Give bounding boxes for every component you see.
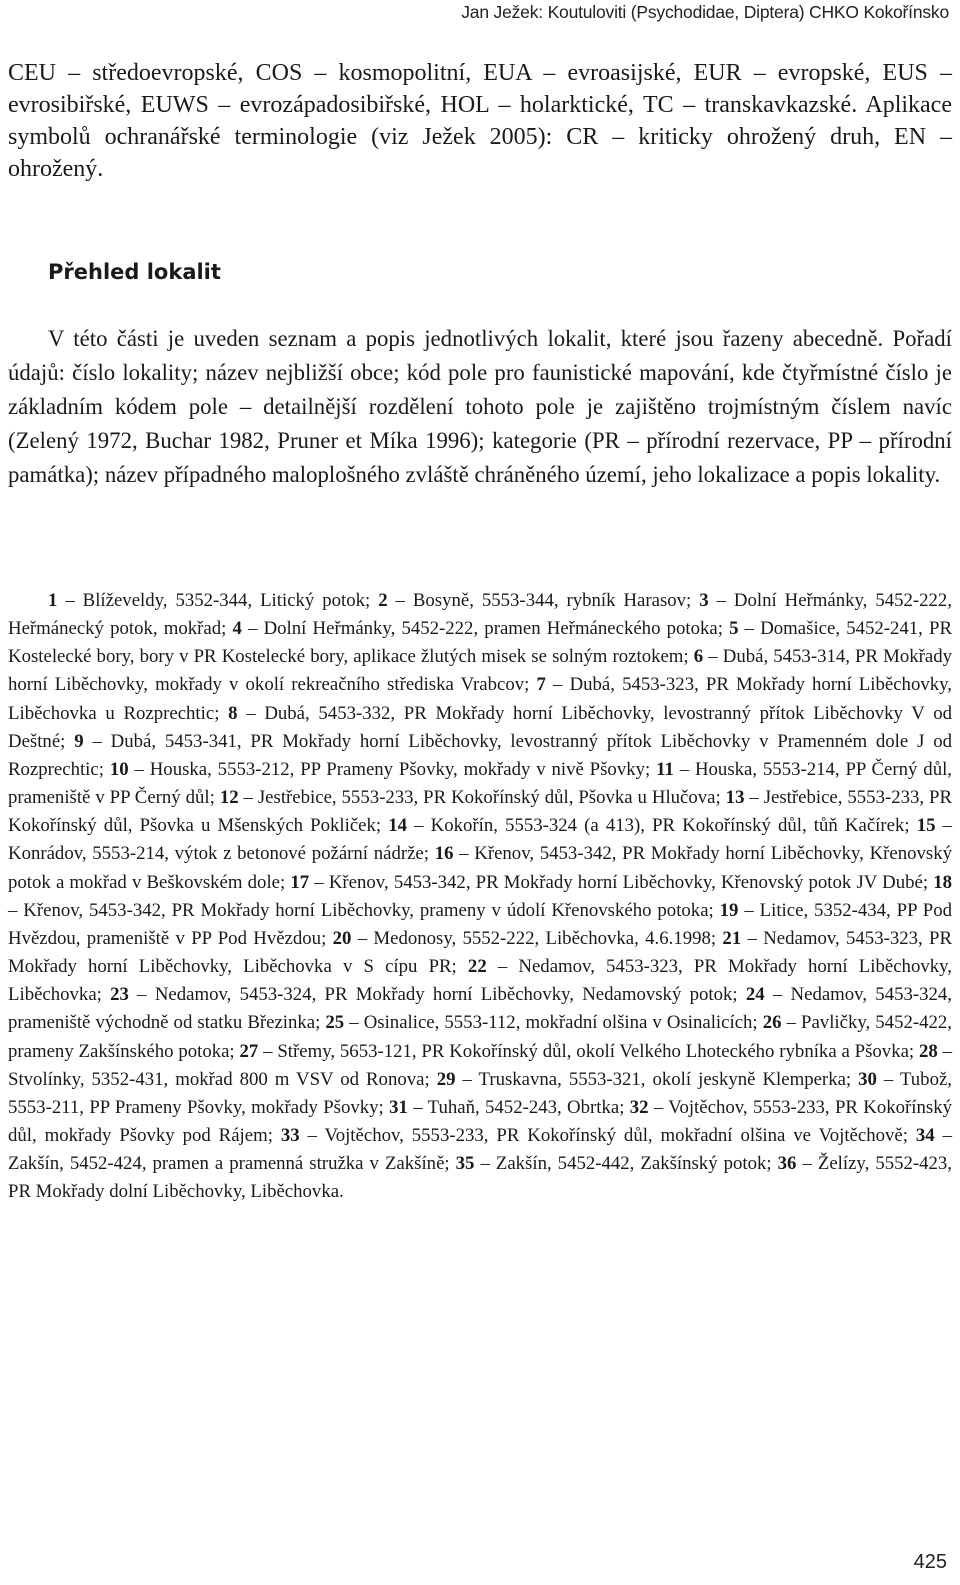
site-number: 34 [915, 1124, 935, 1146]
site-number: 36 [777, 1153, 797, 1175]
site-description: – Osinalice, 5553-112, mokřadní olšina v Osinalicích; [344, 1012, 763, 1034]
site-number: 12 [219, 787, 239, 809]
site-number: 2 [378, 590, 388, 611]
site-description: – Blíževeldy, 5352-344, Litický potok; [57, 590, 379, 611]
site-description: – Jestřebice, 5553-233, PR Kokořínský důl, Pšovka u Mšenských Pokliček; [8, 787, 952, 837]
site-description: – Křenov, 5453-342, PR Mokřady horní Liběchovky, Křenovský potok JV Dubé; [309, 871, 934, 893]
site-description: – Nedamov, 5453-324, PR Mokřady horní Liběchovky, Nedamovský potok; [128, 984, 746, 1006]
site-number: 28 [918, 1040, 938, 1062]
site-description: – Tuhaň, 5452-243, Obrtka; [407, 1096, 630, 1118]
site-number: 21 [722, 927, 742, 949]
site-description: – Dolní Heřmánky, 5452-222, Heřmánecký potok, mokřad; [8, 590, 953, 640]
site-description: – Domašice, 5452-241, PR Kostelecké bory, bory v PR Kostelecké bory, aplikace žlutých misek se solným roztokem; [8, 618, 953, 668]
site-description: – Nedamov, 5453-324, prameniště východně od statku Březinka; [8, 984, 952, 1034]
site-description: – Křenov, 5453-342, PR Mokřady horní Liběchovky, prameny v údolí Křenovského potoka; [8, 899, 720, 921]
site-number: 23 [110, 984, 129, 1006]
site-number: 33 [280, 1124, 300, 1146]
site-number: 9 [74, 730, 84, 752]
abbreviations-paragraph: CEU – středoevropské, COS – kosmopolitní, EUA – evroasijské, EUR – evropské, EUS – evrosibiřské, EUWS – evrozápadosibiřské, HOL – holarktické, TC – transkavkazské. Aplikace symbolů ochranářské terminologie (viz Ježek 2005): CR – kriticky ohrožený druh, EN – ohrožený. [8, 60, 952, 182]
intro-paragraph [8, 322, 952, 492]
site-description: – Nedamov, 5453-323, PR Mokřady horní Liběchovky, Liběchovka; [8, 956, 952, 1006]
site-description: – Dubá, 5453-332, PR Mokřady horní Liběchovky, levostranný přítok Liběchovky V od Deštné; [8, 702, 952, 752]
site-number: 14 [388, 815, 408, 837]
site-description: – Dubá, 5453-341, PR Mokřady horní Liběchovky, levostranný přítok Liběchovky v Pramenném dole J od Rozprechtic; [8, 730, 952, 780]
site-number: 4 [232, 618, 242, 640]
site-description: – Zakšín, 5452-424, pramen a pramenná stružka v Zakšíně; [8, 1124, 952, 1175]
site-number: 17 [290, 871, 310, 893]
site-number: 29 [436, 1068, 456, 1090]
site-description: – Houska, 5553-212, PP Prameny Pšovky, mokřady v nivě Pšovky; [128, 758, 657, 780]
site-number: 15 [916, 815, 936, 837]
site-description: – Křenov, 5453-342, PR Mokřady horní Liběchovky, Křenovský potok a mokřad v Beškovském dole; [8, 843, 952, 893]
site-number: 19 [719, 899, 739, 921]
site-description: – Litice, 5352-434, PP Pod Hvězdou, prameniště v PP Pod Hvězdou; [8, 899, 952, 949]
site-number: 35 [455, 1153, 475, 1175]
site-number: 10 [109, 758, 129, 780]
site-description: – Stvolínky, 5352-431, mokřad 800 m VSV od Ronova; [8, 1040, 952, 1090]
section-heading: Přehled lokalit [48, 260, 221, 284]
site-number: 13 [725, 787, 745, 809]
site-description: – Zakšín, 5452-442, Zakšínský potok; [474, 1153, 778, 1175]
site-number: 6 [693, 646, 704, 668]
page-number: 425 [913, 1551, 947, 1573]
site-number: 26 [762, 1012, 782, 1034]
intro-text: V této části je uveden seznam a popis jednotlivých lokalit, které jsou řazeny abecedně. Pořadí údajů: číslo lokality; název nejbližší obce; kód pole pro faunistické mapování, kde čtyřmístné číslo je základním kódem pole – detailnější rozdělení tohoto pole je zajištěno trojmístným číslem navíc (Zelený 1972, Buchar 1982, Pruner et Míka 1996); kategorie (PR – přírodní rezervace, PP – přírodní památka); název případného maloplošného zvláště chráněného území, jeho lokalizace a popis lokality. [8, 326, 952, 487]
site-number: 25 [325, 1012, 345, 1034]
site-description: – Kokořín, 5553-324 (a 413), PR Kokořínský důl, tůň Kačírek; [407, 815, 917, 837]
site-description: – Tubož, 5553-211, PP Prameny Pšovky, mokřady Pšovky; [8, 1068, 952, 1118]
site-number: 16 [434, 843, 454, 865]
site-number: 22 [467, 956, 487, 978]
site-number: 32 [629, 1096, 649, 1118]
site-description: – Želízy, 5552-423, PR Mokřady dolní Liběchovky, Liběchovka. [8, 1153, 952, 1203]
site-description: – Pavličky, 5452-422, prameny Zakšínského potoka; [8, 1012, 952, 1062]
site-number: 5 [729, 618, 739, 640]
site-description: – Dolní Heřmánky, 5452-222, pramen Heřmáneckého potoka; [241, 618, 730, 640]
site-list [8, 587, 952, 1206]
site-description: – Vojtěchov, 5553-233, PR Kokořínský důl, mokřady Pšovky pod Rájem; [8, 1096, 952, 1146]
site-description: – Konrádov, 5553-214, výtok z betonové požární nádrže; [8, 815, 952, 865]
site-description: – Bosyně, 5553-344, rybník Harasov; [387, 590, 700, 611]
site-description: – Truskavna, 5553-321, okolí jeskyně Klemperka; [455, 1068, 859, 1090]
site-number: 20 [332, 927, 352, 949]
site-description: – Střemy, 5653-121, PR Kokořínský důl, okolí Velkého Lhoteckého rybníka a Pšovka; [258, 1040, 919, 1062]
site-number: 7 [536, 674, 546, 696]
site-number: 3 [699, 590, 709, 611]
site-number: 24 [745, 984, 765, 1006]
site-description: – Medonosy, 5552-222, Liběchovka, 4.6.1998; [351, 927, 723, 949]
site-description: – Dubá, 5453-314, PR Mokřady horní Liběchovky, mokřady v okolí rekreačního střediska Vrabcov; [8, 646, 952, 696]
site-number: 27 [239, 1040, 259, 1062]
site-number: 8 [228, 702, 238, 724]
site-number: 11 [656, 758, 674, 780]
site-description: – Jestřebice, 5553-233, PR Kokořínský důl, Pšovka u Hlučova; [238, 787, 726, 809]
running-header: Jan Ježek: Koutuloviti (Psychodidae, Diptera) CHKO Kokořínsko [461, 2, 949, 22]
site-number: 30 [858, 1068, 877, 1090]
site-description: – Vojtěchov, 5553-233, PR Kokořínský důl, mokřadní olšina ve Vojtěchově; [299, 1124, 916, 1146]
site-number: 18 [933, 871, 952, 893]
site-description: – Houska, 5553-214, PP Černý důl, prameniště v PP Černý důl; [8, 758, 952, 809]
site-description: – Nedamov, 5453-323, PR Mokřady horní Liběchovky, Liběchovka v S cípu PR; [8, 927, 952, 978]
site-number: 31 [389, 1096, 408, 1118]
site-description: – Dubá, 5453-323, PR Mokřady horní Liběchovky, Liběchovka u Rozprechtic; [8, 674, 952, 724]
site-number: 1 [48, 590, 58, 611]
